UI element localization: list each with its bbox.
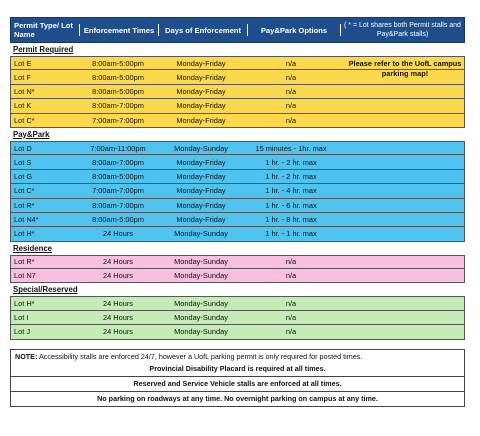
paypark-cell: n/a [285,327,297,337]
section-paypark [10,128,465,242]
paypark-cell: n/a [285,58,297,68]
header-enforcement: Enforcement Times [83,25,155,35]
enforcement-cell: 8:00am-5:00pm [92,215,144,225]
paypark-cell: 1 hr. - 1 hr. max [265,229,317,239]
paypark-cell: n/a [285,271,297,281]
days-cell: Monday-Friday [176,86,226,96]
days-cell: Monday-Friday [176,72,226,82]
days-cell: Monday-Sunday [174,327,228,337]
header-paypark: Pay&Park Options [260,25,328,35]
notes-box [10,349,465,407]
paypark-cell: 15 minutes - 1hr. max [255,143,327,153]
enforcement-cell: 8:00am-5:00pm [92,72,144,82]
days-cell: Monday-Sunday [174,313,228,323]
days-cell: Monday-Friday [176,58,226,68]
lot-cell: Lot N4* [14,215,39,225]
enforcement-cell: 24 Hours [103,299,133,309]
paypark-cell: n/a [285,101,297,111]
paypark-cell: n/a [285,72,297,82]
enforcement-cell: 24 Hours [103,257,133,267]
section-title: Special/Reserved [13,285,78,295]
header-days: Days of Enforcement [165,25,241,35]
days-cell: Monday-Sunday [174,229,228,239]
lot-cell: Lot G [14,171,33,181]
sections-container [10,43,465,340]
enforcement-cell: 24 Hours [103,229,133,239]
enforcement-cell: 7:00am-11:00pm [90,143,146,153]
lot-cell: Lot H* [14,229,35,239]
days-cell: Monday-Sunday [174,257,228,267]
lot-cell: Lot K [14,101,32,111]
section-residence [10,242,465,284]
enforcement-cell: 8:00am-5:00pm [92,58,144,68]
lot-cell: Lot H* [14,299,35,309]
paypark-cell: n/a [285,257,297,267]
paypark-cell: n/a [285,313,297,323]
section-special [10,283,465,339]
enforcement-cell: 8:00am-5:00pm [92,171,144,181]
lot-cell: Lot D [14,143,32,153]
days-cell: Monday-Sunday [174,271,228,281]
lot-cell: Lot S [14,157,32,167]
paypark-cell: 1 hr. - 2 hr. max [265,171,317,181]
days-cell: Monday-Sunday [174,299,228,309]
lot-cell: Lot R* [14,257,35,267]
section-title: Permit Required [13,45,74,54]
days-cell: Monday-Friday [176,186,226,196]
lot-cell: Lot C* [14,115,35,125]
table-row [10,85,465,99]
paypark-cell: 1 hr. - 2 hr. max [265,157,317,167]
table-row [10,184,465,198]
parking-table [10,17,465,407]
enforcement-cell: 8:00am-7:00pm [92,157,144,167]
paypark-cell: 1 hr. - 4 hr. max [265,186,317,196]
enforcement-cell: 8:00am-7:00pm [92,101,144,111]
enforcement-cell: 24 Hours [103,313,133,323]
note-line-2: Provincial Disability Placard is required at all times. [149,363,326,373]
table-row [10,325,465,339]
enforcement-cell: 8:00am-5:00pm [92,86,144,96]
table-row [10,199,465,213]
table-row [10,269,465,283]
paypark-cell: 1 hr. - 8 hr. max [265,215,317,225]
table-row [10,213,465,227]
days-cell: Monday-Friday [176,200,226,210]
enforcement-cell: 24 Hours [103,271,133,281]
table-row [10,155,465,169]
days-cell: Monday-Friday [176,115,226,125]
table-row [10,311,465,325]
paypark-cell: n/a [285,299,297,309]
lot-cell: Lot J [14,327,31,337]
table-row [10,227,465,241]
lot-cell: Lot C* [14,186,35,196]
section-title: Residence [13,243,53,253]
section-title: Pay&Park [13,129,50,139]
days-cell: Monday-Sunday [174,143,228,153]
note-label: NOTE: [15,351,38,361]
paypark-cell: n/a [285,115,297,125]
lot-cell: Lot N* [14,86,35,96]
lot-cell: Lot F [14,72,31,82]
table-row [10,170,465,184]
paypark-cell: n/a [285,86,297,96]
days-cell: Monday-Friday [176,101,226,111]
header-legend: ( * = Lot shares both Permit stalls and Pay&Park stalls) [344,22,461,38]
paypark-cell: 1 hr. - 6 hr. max [265,200,317,210]
lot-cell: Lot E [14,58,32,68]
table-row [10,114,465,128]
header-lot: Permit Type/ Lot Name [14,21,73,39]
note-line-3: Reserved and Service Vehicle stalls are enforced at all times. [11,376,464,391]
table-row [10,255,465,269]
enforcement-cell: 24 Hours [103,327,133,337]
days-cell: Monday-Friday [176,157,226,167]
table-row [10,296,465,310]
enforcement-cell: 7:00am-7:00pm [92,186,144,196]
lot-cell: Lot I [14,313,29,323]
note-line-4: No parking on roadways at any time. No overnight parking on campus at any time. [11,391,464,406]
note-text-1: Accessibility stalls are enforced 24/7, however a UofL parking permit is only required for posted times. [38,351,363,361]
table-row [10,99,465,113]
enforcement-cell: 8:00am-7:00pm [92,200,144,210]
days-cell: Monday-Friday [176,171,226,181]
enforcement-cell: 7:00am-7:00pm [92,115,144,125]
note-line-1 [11,350,464,364]
section-permit [10,43,465,128]
lot-cell: Lot R* [14,200,35,210]
table-row [10,141,465,155]
table-header [10,17,465,43]
map-reference-note: Please refer to the UofL campus parking map! [348,59,462,78]
lot-cell: Lot N7 [14,271,36,281]
days-cell: Monday-Friday [176,215,226,225]
